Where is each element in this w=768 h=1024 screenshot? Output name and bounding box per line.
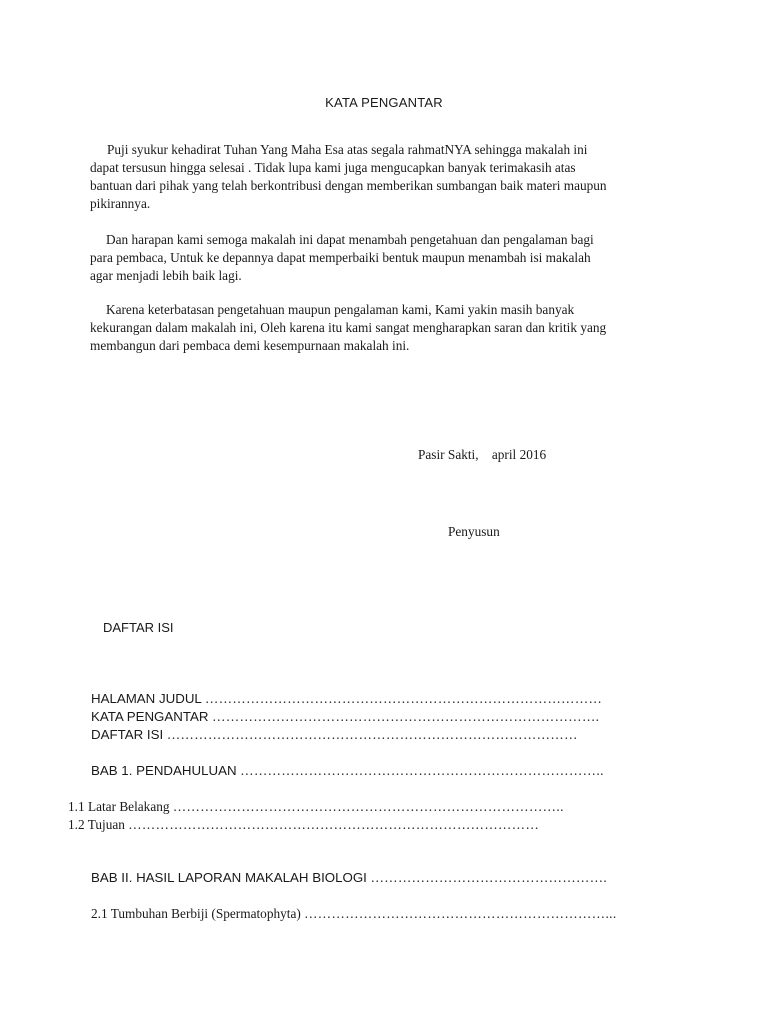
toc-entry (68, 817, 539, 833)
paragraph-line: pikirannya. (90, 196, 151, 211)
toc-leader-dots: …………………………………………………………………………. (212, 709, 600, 724)
toc-entry (91, 870, 607, 886)
toc-entry (68, 799, 564, 815)
toc-entry-label: 1.1 Latar Belakang (68, 799, 173, 814)
toc-entry (91, 691, 602, 707)
toc-leader-dots: …………………………………………………………………………… (205, 691, 603, 706)
toc-leader-dots: …………………………………………………………... (304, 906, 617, 921)
toc-entry (91, 727, 578, 743)
paragraph-1 (90, 141, 670, 213)
paragraph-line: Puji syukur kehadirat Tuhan Yang Maha Esa atas segala rahmatNYA sehingga makalah ini (107, 142, 588, 157)
toc-entry-label: 1.2 Tujuan (68, 817, 129, 832)
toc-entry-label: BAB 1. PENDAHULUAN (91, 763, 241, 778)
paragraph-line: membangun dari pembaca demi kesempurnaan makalah ini. (90, 338, 410, 353)
toc-entry (91, 709, 599, 725)
place-date: Pasir Sakti, april 2016 (418, 447, 547, 462)
toc-entry (91, 906, 617, 922)
toc-entry-label: 2.1 Tumbuhan Berbiji (Spermatophyta) (91, 906, 305, 921)
toc-entry-label: BAB II. HASIL LAPORAN MAKALAH BIOLOGI (91, 870, 371, 885)
toc-entry-label: DAFTAR ISI (91, 727, 167, 742)
paragraph-line: bantuan dari pihak yang telah berkontribusi dengan memberikan sumbangan baik materi maupun (90, 178, 607, 193)
paragraph-line: Karena keterbatasan pengetahuan maupun pengalaman kami, Kami yakin masih banyak (106, 302, 575, 317)
toc-leader-dots: ……………………………………………. (370, 870, 608, 885)
paragraph-line: dapat tersusun hingga selesai . Tidak lupa kami juga mengucapkan banyak terimakasih atas (90, 160, 576, 175)
paragraph-2 (90, 231, 670, 285)
paragraph-line: kekurangan dalam makalah ini, Oleh karena itu kami sangat mengharapkan saran dan kritik yang (90, 320, 607, 335)
toc-leader-dots: …………………………………………………………………….. (240, 763, 604, 778)
toc-leader-dots: ………………………………………………………………………….. (172, 799, 564, 814)
toc-entry (91, 763, 604, 779)
paragraph-line: Dan harapan kami semoga makalah ini dapat menambah pengetahuan dan pengalaman bagi (106, 232, 594, 247)
page-title: KATA PENGANTAR (325, 95, 443, 110)
author-label: Penyusun (448, 524, 500, 539)
paragraph-3 (90, 301, 670, 355)
paragraph-line: para pembaca, Untuk ke depannya dapat memperbaiki bentuk maupun menambah isi makalah (90, 250, 591, 265)
paragraph-line: agar menjadi lebih baik lagi. (90, 268, 242, 283)
toc-entry-label: KATA PENGANTAR (91, 709, 213, 724)
toc-title: DAFTAR ISI (103, 620, 174, 635)
toc-entry-label: HALAMAN JUDUL (91, 691, 206, 706)
toc-leader-dots: ……………………………………………………………………………… (128, 817, 540, 832)
toc-leader-dots: ……………………………………………………………………………… (166, 727, 578, 742)
